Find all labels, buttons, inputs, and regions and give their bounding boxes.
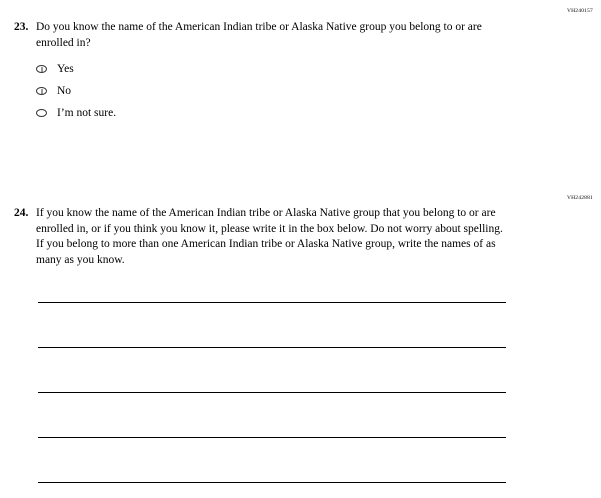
answer-rule: [38, 482, 506, 483]
question-number: 23.: [14, 21, 29, 33]
radio-bubble-icon[interactable]: [36, 87, 47, 95]
question-23: [14, 20, 514, 51]
answer-line-5[interactable]: [38, 438, 506, 483]
answer-write-in-area[interactable]: [38, 258, 506, 483]
question-text: Do you know the name of the American Indian tribe or Alaska Native group you belong to or are enrolled in?: [36, 21, 482, 49]
question-id-code: VH240157: [566, 8, 593, 14]
option-label: I’m not sure.: [57, 106, 117, 119]
question-text: If you know the name of the American Indian tribe or Alaska Native group that you belong to or are enrolled in, or if you think you know it, please write it in the box below. Do not worry about spelling. If you belong to more than one American Indian tribe or Alaska Native group, write the names of as many as you know.: [36, 207, 503, 266]
answer-line-2[interactable]: [38, 303, 506, 348]
option-not-sure[interactable]: [36, 102, 116, 124]
answer-line-3[interactable]: [38, 348, 506, 393]
radio-bubble-icon[interactable]: [36, 109, 47, 117]
question-id-code: VH242881: [566, 195, 593, 201]
option-label: Yes: [57, 62, 74, 75]
radio-bubble-icon[interactable]: [36, 65, 47, 73]
option-no[interactable]: [36, 80, 116, 102]
answer-line-1[interactable]: [38, 258, 506, 303]
option-yes[interactable]: [36, 58, 116, 80]
question-number: 24.: [14, 207, 29, 219]
answer-line-4[interactable]: [38, 393, 506, 438]
option-label: No: [57, 84, 72, 97]
answer-options-23: [36, 58, 116, 124]
